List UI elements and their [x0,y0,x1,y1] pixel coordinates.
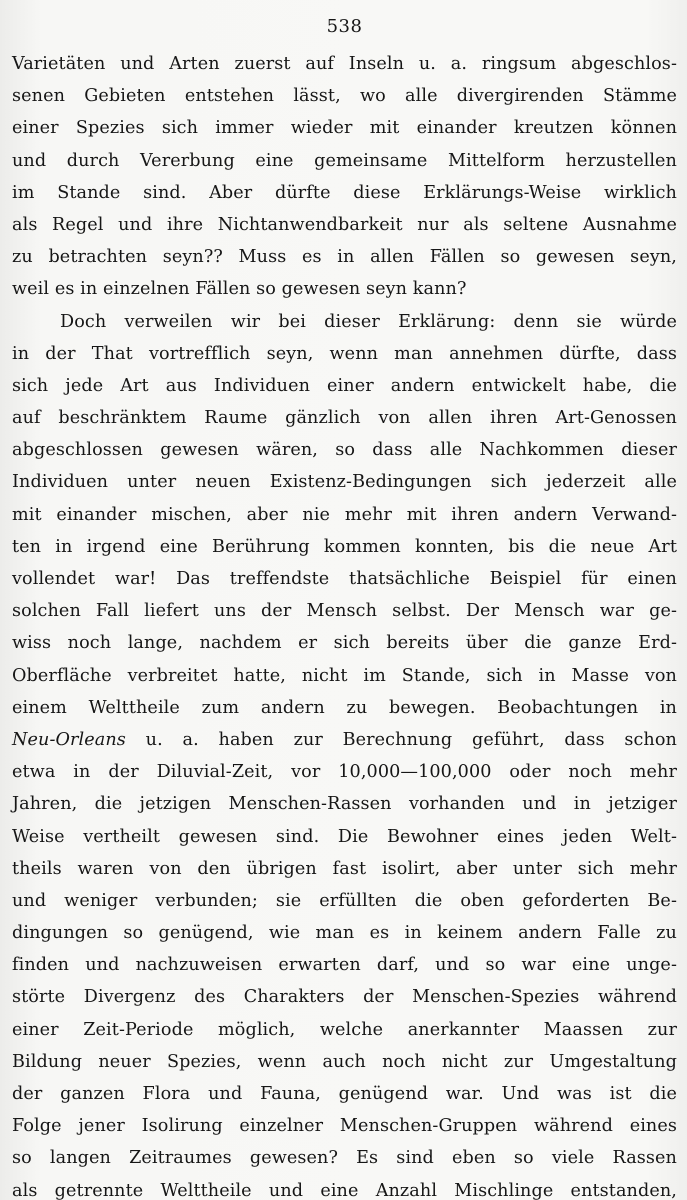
paragraph-2 [12,306,677,1200]
text-line: einer Spezies sich immer wieder mit einander kreutzen können [12,118,677,139]
place-name: Neu-Orleans [12,729,126,750]
text-line: Bildung neuer Spezies, wenn auch noch nicht zur Umgestaltung [12,1051,677,1072]
text-line: wiss noch lange, nachdem er sich bereits über die ganze Erd- [12,633,677,654]
text-line: dingungen so genügend, wie man es in keinem andern Falle zu [12,923,677,944]
text-line: Oberfläche verbreitet hatte, nicht im Stande, sich in Masse von [12,665,677,686]
text-line: Doch verweilen wir bei dieser Erklärung: denn sie würde [60,311,677,332]
text-line: als getrennte Welttheile und eine Anzahl Mischlinge entstanden, [12,1180,677,1200]
text-line: auf beschränktem Raume gänzlich von allen ihren Art-Genossen [12,408,677,429]
text-line: im Stande sind. Aber dürfte diese Erklärungs-Weise wirklich [12,182,677,203]
text-line: Jahren, die jetzigen Menschen-Rassen vorhanden und in jetziger [12,794,677,815]
text-line: Varietäten und Arten zuerst auf Inseln u. a. ringsum abgeschlos- [12,54,677,74]
text-line: weil es in einzelnen Fällen so gewesen seyn kann? [12,279,467,300]
text-line: so langen Zeitraumes gewesen? Es sind eben so viele Rassen [12,1148,677,1169]
text-line: störte Divergenz des Charakters der Menschen-Spezies während [12,987,677,1008]
text-line: sich jede Art aus Individuen einer andern entwickelt habe, die [12,375,677,396]
text-line: zu betrachten seyn?? Muss es in allen Fällen so gewesen seyn, [12,247,677,268]
paragraph-1 [12,48,677,306]
text-line: Folge jener Isolirung einzelner Menschen-Gruppen während eines [12,1116,677,1137]
text-line: Individuen unter neuen Existenz-Bedingungen sich jederzeit alle [12,472,677,493]
text-line: etwa in der Diluvial-Zeit, vor 10,000—100,000 oder noch mehr [12,762,677,783]
text-line: und durch Vererbung eine gemeinsame Mittelform herzustellen [12,150,677,171]
text-line: mit einander mischen, aber nie mehr mit ihren andern Verwand- [12,504,677,525]
text-line: in der That vortrefflich seyn, wenn man annehmen dürfte, dass [12,343,677,364]
text-line: vollendet war! Das treffendste thatsächliche Beispiel für einen [12,569,677,589]
text-line: solchen Fall liefert uns der Mensch selbst. Der Mensch war ge- [12,601,677,622]
text-line: ten in irgend eine Berührung kommen konnten, bis die neue Art [12,536,677,557]
text-line: der ganzen Flora und Fauna, genügend war. Und was ist die [12,1084,677,1104]
text-line: abgeschlossen gewesen wären, so dass alle Nachkommen dieser [12,440,677,461]
text-line: einem Welttheile zum andern zu bewegen. Beobachtungen in [12,697,677,718]
text-line: und weniger verbunden; sie erfüllten die oben geforderten Be- [12,890,677,911]
text-line: theils waren von den übrigen fast isolirt, aber unter sich mehr [12,858,677,879]
text-line: als Regel und ihre Nichtanwendbarkeit nur als seltene Ausnahme [12,214,677,235]
text-line-with-place-name [12,724,677,756]
text-line: senen Gebieten entstehen lässt, wo alle divergirenden Stämme [12,86,677,107]
text-line: einer Zeit-Periode möglich, welche anerkannter Maassen zur [12,1019,677,1040]
page-number: 538 [326,16,363,37]
text-line: finden und nachzuweisen erwarten darf, und so war eine unge- [12,955,677,976]
text-fragment: u. a. haben zur Berechnung geführt, dass schon [125,729,677,750]
text-line: Weise vertheilt gewesen sind. Die Bewohner eines jeden Welt- [12,826,677,847]
